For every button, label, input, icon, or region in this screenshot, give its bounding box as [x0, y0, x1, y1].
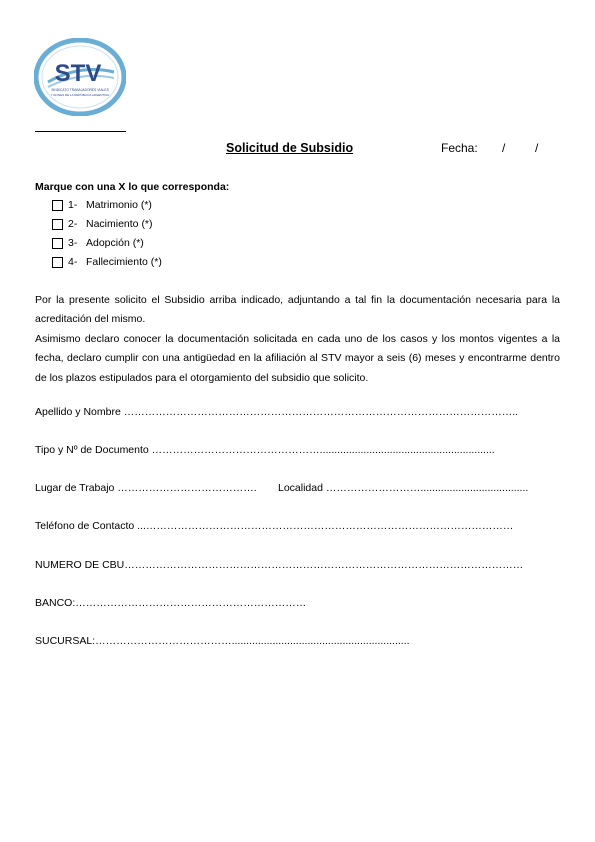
field-telefono[interactable]: Teléfono de Contacto ...…………………………………………………………………………………………… [35, 520, 514, 532]
option-fallecimiento[interactable] [52, 255, 162, 269]
field-cbu[interactable]: NUMERO DE CBU…………………………………………………………………………………………………… [35, 559, 524, 571]
date-label: Fecha: [441, 141, 478, 155]
option-label: Nacimiento (*) [86, 218, 153, 230]
field-apellido-nombre[interactable]: Apellido y Nombre ………………………………………………………………………………………………….. [35, 406, 519, 418]
paragraph-declaration: Asimismo declaro conocer la documentación solicitada en cada uno de los casos y los montos vigentes a la fecha, declaro cumplir con una antigüedad en la afiliación al STV mayor a seis (6) meses y encontrarme dentro de los plazos estipulados para el otorgamiento del subsidio que solicito. [35, 333, 560, 384]
logo-underline [35, 131, 126, 132]
paragraph-request: Por la presente solicito el Subsidio arriba indicado, adjuntando a tal fin la documentación necesaria para la acreditación del mismo. [35, 294, 560, 326]
field-banco[interactable]: BANCO:………………………………………………………… [35, 597, 307, 609]
stv-logo [34, 38, 126, 116]
date-separator-2: / [535, 141, 539, 155]
option-label: Fallecimiento (*) [86, 256, 162, 268]
checkbox[interactable] [52, 257, 63, 268]
date-separator-1: / [502, 141, 506, 155]
field-localidad[interactable]: Localidad ………………………..................................... [278, 482, 529, 494]
option-number: 3- [68, 237, 78, 249]
option-nacimiento[interactable] [52, 217, 153, 231]
checkbox[interactable] [52, 200, 63, 211]
logo-subtext-1: SINDICATO TRABAJADORES VIALES [51, 88, 109, 92]
checkbox[interactable] [52, 219, 63, 230]
option-number: 4- [68, 256, 78, 268]
option-adopcion[interactable] [52, 236, 144, 250]
option-label: Matrimonio (*) [86, 199, 152, 211]
field-documento[interactable]: Tipo y Nº de Documento …………………………………………............................................................ [35, 444, 495, 456]
page-title: Solicitud de Subsidio [226, 141, 354, 155]
field-lugar-trabajo[interactable]: Lugar de Trabajo …………………………………. [35, 482, 257, 494]
logo-subtext-2: Y AFINES DE LA REPÚBLICA ARGENTINA [50, 93, 110, 97]
checkbox[interactable] [52, 238, 63, 249]
instruction-text: Marque con una X lo que corresponda: [35, 181, 230, 193]
field-sucursal[interactable]: SUCURSAL:…………………………………............................................................. [35, 635, 410, 647]
option-matrimonio[interactable] [52, 198, 152, 212]
option-label: Adopción (*) [86, 237, 144, 249]
logo-text: STV [54, 60, 102, 87]
option-number: 1- [68, 199, 78, 211]
option-number: 2- [68, 218, 78, 230]
